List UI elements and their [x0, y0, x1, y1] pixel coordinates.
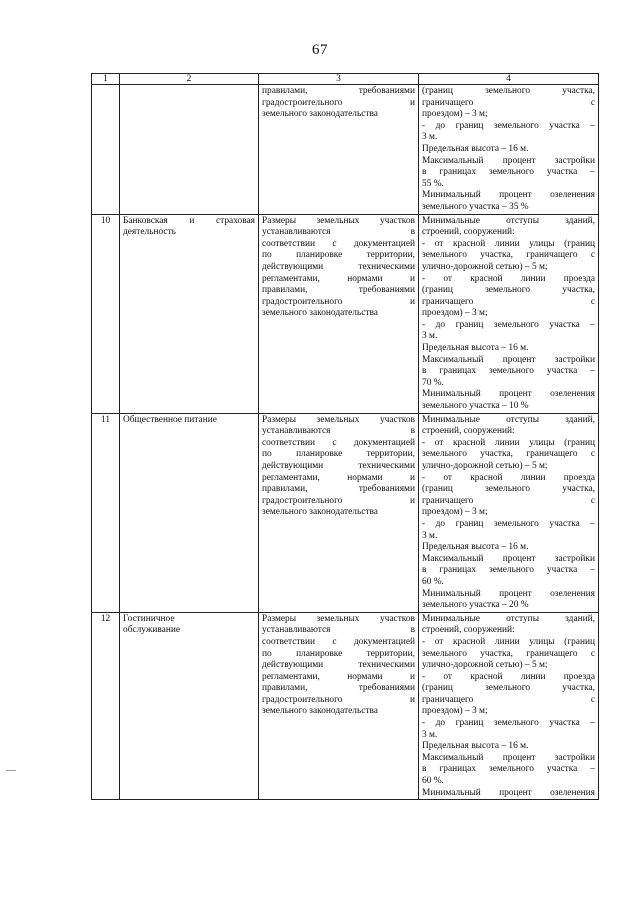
cell-text-line: проездом) – 3 м;	[422, 308, 488, 319]
cell-text-line: по планировке территории,	[262, 449, 415, 460]
cell-text-line: улично-дорожной сетью) – 5 м;	[422, 261, 548, 272]
cell-text-line: - до границ земельного участка –	[422, 518, 595, 529]
cell-text-line: Размеры земельных участков	[262, 613, 415, 624]
cell-text-line: - от красной линии проезда	[422, 671, 595, 682]
cell-text-line: Минимальные отступы зданий,	[422, 613, 595, 624]
parameters-cell	[419, 214, 599, 413]
cell-text-line: - от красной линии проезда	[422, 472, 595, 483]
row-number-cell: 12	[92, 612, 120, 800]
table-row	[92, 612, 599, 800]
cell-text-line: граничащего с	[422, 296, 595, 307]
cell-text-line: Банковская и страховая	[123, 215, 255, 226]
cell-text-line: Общественное питание	[123, 414, 217, 425]
cell-text-line: Минимальный процент озеленения	[422, 787, 595, 798]
cell-text-line: правилами, требованиями	[262, 683, 415, 694]
cell-text-line: земельного законодательства	[262, 507, 378, 518]
cell-text-line: земельного участка – 10 %	[422, 401, 529, 412]
cell-text-line: Максимальный процент застройки	[422, 752, 595, 763]
cell-text-line: Размеры земельных участков	[262, 414, 415, 425]
parameters-cell	[419, 612, 599, 800]
cell-text-line: действующими техническими	[262, 461, 415, 471]
cell-text-line: земельного законодательства	[262, 109, 378, 120]
cell-text-line: деятельность	[123, 227, 176, 238]
cell-text-line: - до границ земельного участка –	[422, 120, 595, 131]
cell-text-line: соответствии с документацией	[262, 636, 415, 647]
cell-text-line: улично-дорожной сетью) – 5 м;	[422, 660, 548, 671]
cell-text-line: в границах земельного участка –	[422, 167, 595, 178]
row-number-cell: 11	[92, 413, 120, 612]
row-number-cell	[92, 85, 120, 215]
cell-text-line: - от красной линии улицы (границ	[422, 437, 595, 448]
column-header: 3	[259, 74, 419, 85]
plot-size-cell	[259, 85, 419, 215]
cell-text-line: действующими техническими	[262, 660, 415, 671]
cell-text-line: строений, сооружений:	[422, 625, 515, 636]
cell-text-line: по планировке территории,	[262, 648, 415, 659]
cell-text-line: соответствии с документацией	[262, 238, 415, 249]
plot-size-cell	[259, 214, 419, 413]
plot-size-cell	[259, 413, 419, 612]
cell-text-line: Максимальный процент застройки	[422, 553, 595, 564]
cell-text-line: 55 %.	[422, 178, 444, 189]
cell-text-line: правилами, требованиями	[262, 484, 415, 495]
parameters-cell	[419, 413, 599, 612]
cell-text-line: земельного участка, граничащего с	[422, 250, 595, 261]
cell-text-line: по планировке территории,	[262, 250, 415, 261]
cell-text-line: Максимальный процент застройки	[422, 155, 595, 166]
cell-text-line: проездом) – 3 м;	[422, 507, 488, 518]
parameters-cell	[419, 85, 599, 215]
cell-text-line: 3 м.	[422, 132, 438, 143]
cell-text-line: земельного участка – 35 %	[422, 201, 529, 212]
column-header: 2	[120, 74, 259, 85]
cell-text-line: граничащего с	[422, 694, 595, 705]
cell-text-line: - до границ земельного участка –	[422, 319, 595, 330]
use-name-cell	[120, 214, 259, 413]
cell-text-line: (границ земельного участка,	[422, 86, 595, 96]
cell-text-line: земельного законодательства	[262, 308, 378, 319]
cell-text-line: граничащего с	[422, 97, 595, 108]
table-row-continuation	[92, 85, 599, 215]
cell-text-line: земельного участка, граничащего с	[422, 648, 595, 659]
cell-text-line: в границах земельного участка –	[422, 366, 595, 377]
cell-text-line: Минимальный процент озеленения	[422, 190, 595, 201]
cell-text-line: регламентами, нормами и	[262, 671, 415, 682]
cell-text-line: (границ земельного участка,	[422, 285, 595, 296]
use-name-cell	[120, 413, 259, 612]
cell-text-line: Гостиничное	[123, 613, 175, 624]
use-name-cell	[120, 612, 259, 800]
cell-text-line: Максимальный процент застройки	[422, 354, 595, 365]
cell-text-line: устанавливаются в	[262, 426, 415, 437]
margin-mark	[6, 770, 16, 771]
cell-text-line: (границ земельного участка,	[422, 683, 595, 694]
use-name-cell	[120, 85, 259, 215]
cell-text-line: строений, сооружений:	[422, 227, 515, 238]
cell-text-line: устанавливаются в	[262, 227, 415, 238]
cell-text-line: проездом) – 3 м;	[422, 706, 488, 717]
cell-text-line: регламентами, нормами и	[262, 273, 415, 284]
column-header: 4	[419, 74, 599, 85]
page-number: 67	[312, 42, 328, 58]
cell-text-line: градостроительного и	[262, 296, 415, 307]
cell-text-line: Минимальный процент озеленения	[422, 588, 595, 599]
cell-text-line: градостроительного и	[262, 694, 415, 705]
cell-text-line: в границах земельного участка –	[422, 565, 595, 576]
cell-text-line: - до границ земельного участка –	[422, 718, 595, 729]
cell-text-line: - от красной линии проезда	[422, 273, 595, 284]
cell-text-line: земельного участка, граничащего с	[422, 449, 595, 460]
cell-text-line: устанавливаются в	[262, 625, 415, 636]
cell-text-line: Предельная высота – 16 м.	[422, 741, 529, 752]
cell-text-line: градостроительного и	[262, 97, 415, 108]
cell-text-line: - от красной линии улицы (границ	[422, 636, 595, 647]
cell-text-line: правилами, требованиями	[262, 285, 415, 296]
cell-text-line: земельного участка – 20 %	[422, 600, 529, 611]
cell-text-line: земельного законодательства	[262, 706, 378, 717]
cell-text-line: 60 %.	[422, 776, 444, 787]
cell-text-line: обслуживание	[123, 625, 181, 636]
column-header: 1	[92, 74, 120, 85]
cell-text-line: проездом) – 3 м;	[422, 109, 488, 120]
table-body	[92, 214, 599, 800]
cell-text-line: 3 м.	[422, 331, 438, 342]
cell-text-line: 70 %.	[422, 377, 444, 388]
row-number-cell: 10	[92, 214, 120, 413]
cell-text-line: 3 м.	[422, 530, 438, 541]
cell-text-line: 60 %.	[422, 576, 444, 587]
cell-text-line: (границ земельного участка,	[422, 484, 595, 495]
cell-text-line: - от красной линии улицы (границ	[422, 238, 595, 249]
table-row	[92, 214, 599, 413]
table-row	[92, 413, 599, 612]
cell-text-line: действующими техническими	[262, 261, 415, 272]
cell-text-line: соответствии с документацией	[262, 437, 415, 448]
cell-text-line: правилами, требованиями	[262, 86, 415, 96]
cell-text-line: Минимальные отступы зданий,	[422, 215, 595, 226]
cell-text-line: Предельная высота – 16 м.	[422, 542, 529, 553]
cell-text-line: Минимальный процент озеленения	[422, 389, 595, 400]
plot-size-cell	[259, 612, 419, 800]
cell-text-line: Предельная высота – 16 м.	[422, 343, 529, 354]
cell-text-line: Минимальные отступы зданий,	[422, 414, 595, 425]
cell-text-line: строений, сооружений:	[422, 426, 515, 437]
cell-text-line: граничащего с	[422, 495, 595, 506]
table-header-row	[92, 74, 599, 85]
cell-text-line: в границах земельного участка –	[422, 764, 595, 775]
cell-text-line: регламентами, нормами и	[262, 472, 415, 483]
cell-text-line: градостроительного и	[262, 495, 415, 506]
cell-text-line: 3 м.	[422, 729, 438, 740]
land-use-table	[91, 73, 599, 800]
cell-text-line: Размеры земельных участков	[262, 215, 415, 226]
cell-text-line: улично-дорожной сетью) – 5 м;	[422, 461, 548, 471]
cell-text-line: Предельная высота – 16 м.	[422, 143, 529, 154]
